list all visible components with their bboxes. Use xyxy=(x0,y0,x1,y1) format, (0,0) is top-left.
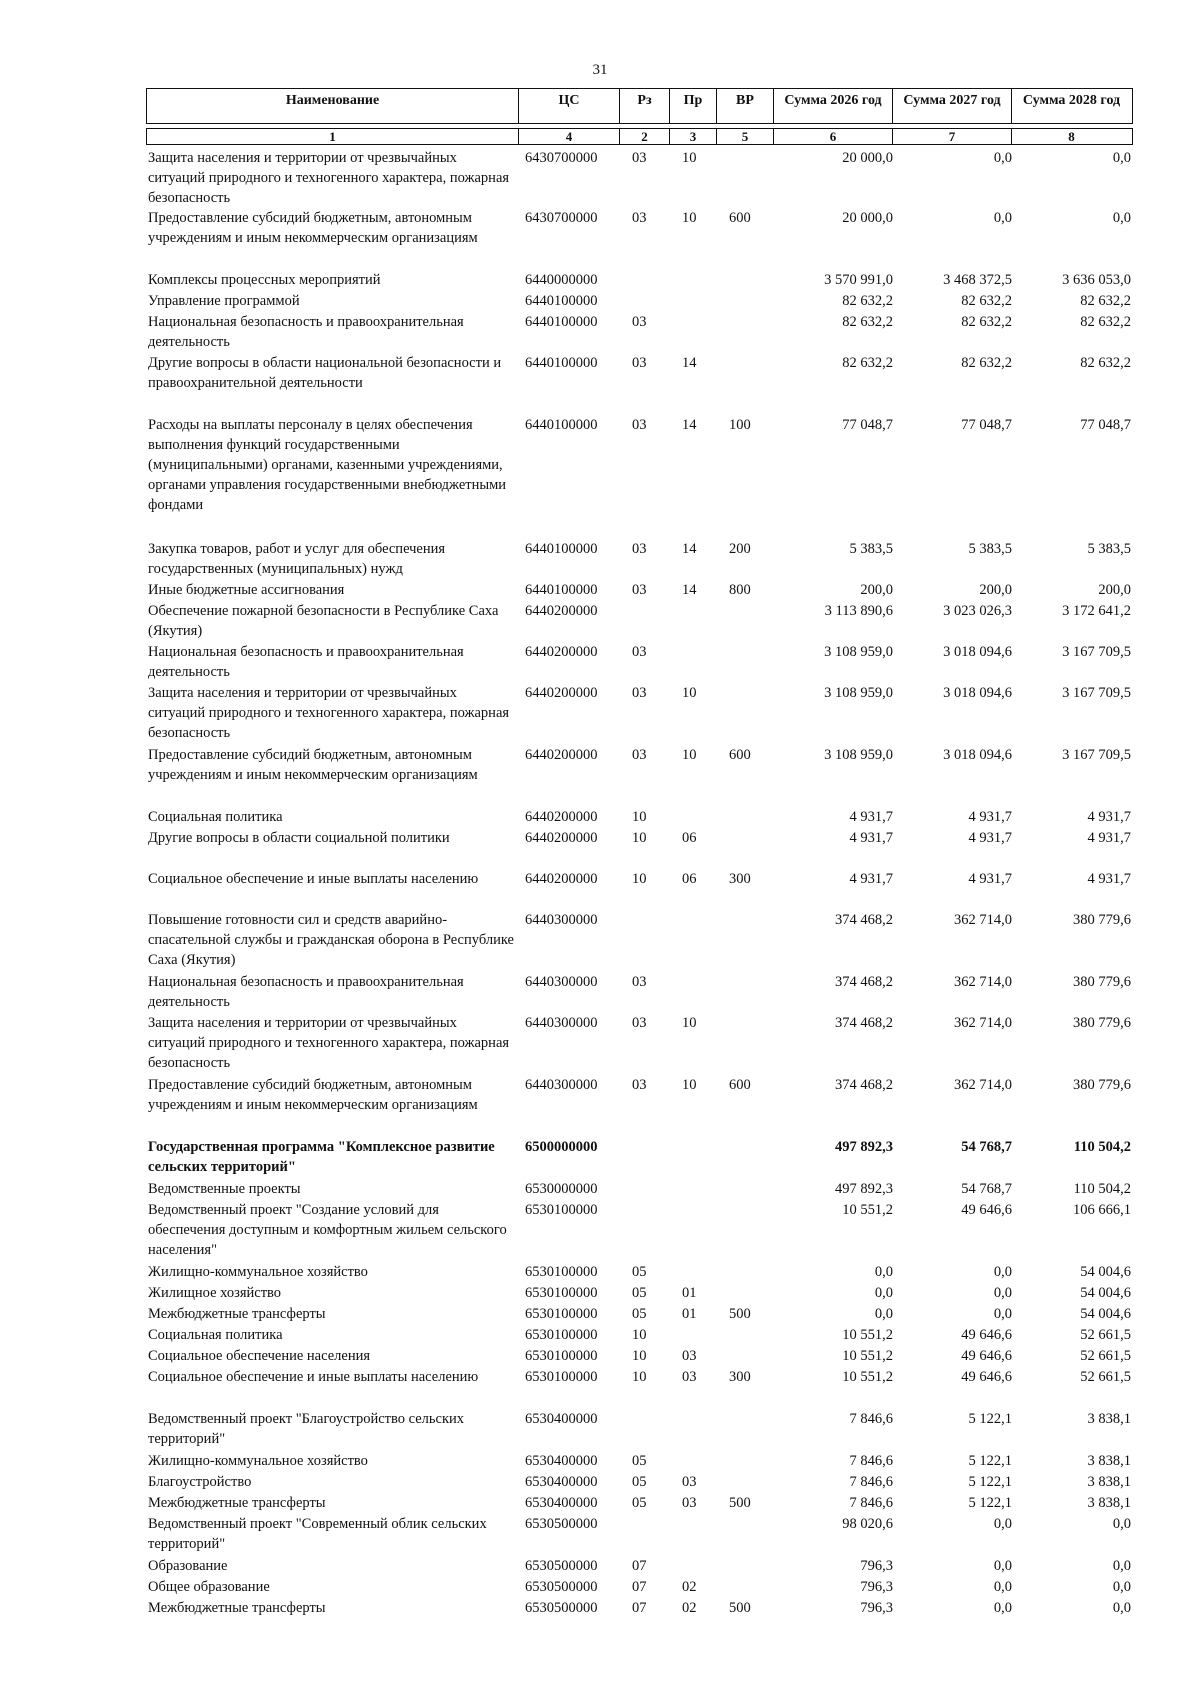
row-cs: 6530100000 xyxy=(525,1369,598,1385)
row-cs: 6440200000 xyxy=(525,871,598,887)
row-sum-2026: 3 108 959,0 xyxy=(824,685,893,701)
row-sum-2026: 4 931,7 xyxy=(849,830,893,846)
row-cs: 6440200000 xyxy=(525,644,598,660)
row-rz: 03 xyxy=(632,541,647,557)
row-name: Ведомственный проект "Благоустройство сельских территорий" xyxy=(148,1411,464,1447)
row-sum-2028: 3 172 641,2 xyxy=(1062,603,1131,619)
row-sum-2026: 3 570 991,0 xyxy=(824,272,893,288)
row-sum-2027: 4 931,7 xyxy=(968,830,1012,846)
header-pr: Пр xyxy=(670,89,717,123)
row-sum-2026: 497 892,3 xyxy=(835,1139,893,1155)
row-rz: 03 xyxy=(632,150,647,166)
row-sum-2028: 3 838,1 xyxy=(1087,1474,1131,1490)
row-name: Межбюджетные трансферты xyxy=(148,1495,326,1511)
row-name: Жилищное хозяйство xyxy=(148,1285,282,1301)
row-vr: 500 xyxy=(729,1495,751,1511)
row-cs: 6530400000 xyxy=(525,1474,598,1490)
row-pr: 06 xyxy=(682,830,697,846)
column-number: 6 xyxy=(774,129,893,144)
row-rz: 10 xyxy=(632,1369,647,1385)
row-sum-2026: 7 846,6 xyxy=(849,1411,893,1427)
row-sum-2027: 362 714,0 xyxy=(954,1077,1012,1093)
row-name: Социальное обеспечение населения xyxy=(148,1348,371,1364)
row-pr: 02 xyxy=(682,1579,697,1595)
row-pr: 03 xyxy=(682,1348,697,1364)
row-cs: 6440200000 xyxy=(525,747,598,763)
row-cs: 6530100000 xyxy=(525,1202,598,1218)
row-sum-2026: 7 846,6 xyxy=(849,1495,893,1511)
row-cs: 6530500000 xyxy=(525,1558,598,1574)
row-sum-2026: 20 000,0 xyxy=(842,210,893,226)
row-vr: 300 xyxy=(729,1369,751,1385)
row-rz: 03 xyxy=(632,314,647,330)
row-sum-2028: 54 004,6 xyxy=(1080,1306,1131,1322)
row-sum-2028: 110 504,2 xyxy=(1073,1139,1131,1155)
row-sum-2026: 3 108 959,0 xyxy=(824,644,893,660)
row-sum-2026: 3 113 890,6 xyxy=(824,603,893,619)
row-sum-2027: 49 646,6 xyxy=(961,1202,1012,1218)
row-pr: 03 xyxy=(682,1369,697,1385)
row-pr: 01 xyxy=(682,1285,697,1301)
row-pr: 14 xyxy=(682,417,697,433)
row-sum-2028: 52 661,5 xyxy=(1080,1327,1131,1343)
row-sum-2028: 3 838,1 xyxy=(1087,1495,1131,1511)
row-sum-2028: 110 504,2 xyxy=(1073,1181,1131,1197)
row-sum-2028: 3 167 709,5 xyxy=(1062,644,1131,660)
row-cs: 6530100000 xyxy=(525,1285,598,1301)
row-sum-2028: 52 661,5 xyxy=(1080,1369,1131,1385)
row-cs: 6440100000 xyxy=(525,541,598,557)
row-name: Социальное обеспечение и иные выплаты населению xyxy=(148,871,479,887)
column-number: 2 xyxy=(620,129,670,144)
row-sum-2027: 3 018 094,6 xyxy=(943,685,1012,701)
row-sum-2027: 82 632,2 xyxy=(961,314,1012,330)
row-sum-2027: 0,0 xyxy=(993,1579,1012,1595)
row-vr: 600 xyxy=(729,210,751,226)
row-sum-2027: 4 931,7 xyxy=(968,809,1012,825)
row-rz: 05 xyxy=(632,1453,647,1469)
header-name: Наименование xyxy=(147,89,519,123)
row-sum-2027: 3 018 094,6 xyxy=(943,644,1012,660)
row-pr: 03 xyxy=(682,1495,697,1511)
row-sum-2028: 3 838,1 xyxy=(1087,1411,1131,1427)
row-sum-2027: 4 931,7 xyxy=(968,871,1012,887)
row-name: Ведомственный проект "Современный облик сельских территорий" xyxy=(148,1516,487,1552)
row-sum-2027: 0,0 xyxy=(993,1285,1012,1301)
column-number: 8 xyxy=(1068,129,1075,144)
row-vr: 500 xyxy=(729,1306,751,1322)
row-rz: 07 xyxy=(632,1579,647,1595)
row-sum-2027: 54 768,7 xyxy=(961,1181,1012,1197)
row-cs: 6430700000 xyxy=(525,210,598,226)
row-sum-2027: 5 383,5 xyxy=(968,541,1012,557)
row-sum-2026: 82 632,2 xyxy=(842,355,893,371)
row-sum-2028: 3 636 053,0 xyxy=(1062,272,1131,288)
row-rz: 05 xyxy=(632,1285,647,1301)
row-name: Предоставление субсидий бюджетным, автономным учреждениям и иным некоммерческим организациям xyxy=(148,1077,478,1113)
row-rz: 03 xyxy=(632,417,647,433)
row-sum-2026: 0,0 xyxy=(874,1306,893,1322)
row-name: Межбюджетные трансферты xyxy=(148,1600,326,1616)
row-vr: 300 xyxy=(729,871,751,887)
row-sum-2026: 0,0 xyxy=(874,1285,893,1301)
header-sum-2028: Сумма 2028 год xyxy=(1022,93,1121,108)
header-cs: ЦС xyxy=(519,89,620,123)
row-sum-2028: 0,0 xyxy=(1112,210,1131,226)
row-sum-2028: 82 632,2 xyxy=(1080,355,1131,371)
row-cs: 6440200000 xyxy=(525,685,598,701)
row-sum-2027: 0,0 xyxy=(993,1516,1012,1532)
row-sum-2027: 3 023 026,3 xyxy=(943,603,1012,619)
row-sum-2028: 0,0 xyxy=(1112,1516,1131,1532)
row-sum-2028: 200,0 xyxy=(1098,582,1131,598)
row-name: Общее образование xyxy=(148,1579,270,1595)
row-sum-2027: 5 122,1 xyxy=(968,1474,1012,1490)
row-cs: 6530100000 xyxy=(525,1264,598,1280)
row-sum-2026: 4 931,7 xyxy=(849,871,893,887)
row-cs: 6440200000 xyxy=(525,830,598,846)
row-sum-2027: 54 768,7 xyxy=(961,1139,1012,1155)
row-sum-2028: 82 632,2 xyxy=(1080,293,1131,309)
row-sum-2027: 82 632,2 xyxy=(961,355,1012,371)
row-pr: 10 xyxy=(682,747,697,763)
row-cs: 6430700000 xyxy=(525,150,598,166)
row-cs: 6530400000 xyxy=(525,1411,598,1427)
row-sum-2027: 82 632,2 xyxy=(961,293,1012,309)
column-number: 1 xyxy=(147,129,519,144)
row-rz: 03 xyxy=(632,1015,647,1031)
row-name: Ведомственные проекты xyxy=(148,1181,301,1197)
row-sum-2027: 5 122,1 xyxy=(968,1453,1012,1469)
row-name: Защита населения и территории от чрезвычайных ситуаций природного и техногенного характера, пожарная безопасность xyxy=(148,150,510,206)
row-sum-2026: 374 468,2 xyxy=(835,1015,893,1031)
row-sum-2026: 82 632,2 xyxy=(842,314,893,330)
row-sum-2026: 10 551,2 xyxy=(842,1348,893,1364)
row-sum-2026: 374 468,2 xyxy=(835,974,893,990)
column-number: 5 xyxy=(717,129,774,144)
row-rz: 10 xyxy=(632,1327,647,1343)
row-name: Жилищно-коммунальное хозяйство xyxy=(148,1264,368,1280)
row-cs: 6530500000 xyxy=(525,1600,598,1616)
row-name: Национальная безопасность и правоохранительная деятельность xyxy=(148,314,464,350)
row-name: Государственная программа "Комплексное развитие сельских территорий" xyxy=(148,1139,495,1175)
row-sum-2028: 3 167 709,5 xyxy=(1062,747,1131,763)
header-sum-2026: Сумма 2026 год xyxy=(774,89,893,123)
row-sum-2028: 380 779,6 xyxy=(1073,912,1131,928)
row-sum-2028: 5 383,5 xyxy=(1087,541,1131,557)
row-sum-2028: 380 779,6 xyxy=(1073,974,1131,990)
row-sum-2028: 3 167 709,5 xyxy=(1062,685,1131,701)
row-cs: 6530100000 xyxy=(525,1348,598,1364)
row-sum-2028: 52 661,5 xyxy=(1080,1348,1131,1364)
row-name: Закупка товаров, работ и услуг для обеспечения государственных (муниципальных) нужд xyxy=(148,541,446,577)
row-sum-2026: 4 931,7 xyxy=(849,809,893,825)
row-rz: 10 xyxy=(632,1348,647,1364)
row-cs: 6440100000 xyxy=(525,582,598,598)
row-sum-2027: 3 468 372,5 xyxy=(943,272,1012,288)
row-vr: 100 xyxy=(729,417,751,433)
row-sum-2026: 200,0 xyxy=(860,582,893,598)
row-pr: 14 xyxy=(682,355,697,371)
row-rz: 03 xyxy=(632,644,647,660)
row-name: Предоставление субсидий бюджетным, автономным учреждениям и иным некоммерческим организациям xyxy=(148,210,478,246)
row-sum-2026: 10 551,2 xyxy=(842,1369,893,1385)
row-sum-2028: 4 931,7 xyxy=(1087,809,1131,825)
row-name: Другие вопросы в области социальной политики xyxy=(148,830,450,846)
row-name: Национальная безопасность и правоохранительная деятельность xyxy=(148,644,464,680)
row-cs: 6440300000 xyxy=(525,974,598,990)
row-cs: 6500000000 xyxy=(525,1139,598,1155)
row-vr: 200 xyxy=(729,541,751,557)
row-sum-2027: 5 122,1 xyxy=(968,1495,1012,1511)
page-number: 31 xyxy=(592,62,608,78)
row-cs: 6440100000 xyxy=(525,417,598,433)
row-cs: 6530400000 xyxy=(525,1453,598,1469)
row-sum-2026: 497 892,3 xyxy=(835,1181,893,1197)
row-pr: 10 xyxy=(682,210,697,226)
row-name: Управление программой xyxy=(148,293,300,309)
row-sum-2028: 0,0 xyxy=(1112,1558,1131,1574)
row-sum-2028: 380 779,6 xyxy=(1073,1015,1131,1031)
row-sum-2026: 82 632,2 xyxy=(842,293,893,309)
row-rz: 03 xyxy=(632,582,647,598)
row-sum-2026: 796,3 xyxy=(860,1558,893,1574)
row-rz: 07 xyxy=(632,1600,647,1616)
row-name: Обеспечение пожарной безопасности в Республике Саха (Якутия) xyxy=(148,603,499,639)
row-cs: 6530100000 xyxy=(525,1306,598,1322)
row-name: Расходы на выплаты персоналу в целях обеспечения выполнения функций государственными (муниципальными) органами, казенными учреждениями, органами управления государственными внебюджетными фондами xyxy=(148,417,507,513)
row-sum-2027: 5 122,1 xyxy=(968,1411,1012,1427)
row-sum-2028: 4 931,7 xyxy=(1087,830,1131,846)
row-name: Социальная политика xyxy=(148,1327,283,1343)
row-sum-2028: 82 632,2 xyxy=(1080,314,1131,330)
row-sum-2027: 3 018 094,6 xyxy=(943,747,1012,763)
row-sum-2026: 10 551,2 xyxy=(842,1202,893,1218)
row-name: Образование xyxy=(148,1558,228,1574)
row-rz: 05 xyxy=(632,1495,647,1511)
row-sum-2027: 0,0 xyxy=(993,210,1012,226)
row-sum-2027: 200,0 xyxy=(979,582,1012,598)
row-cs: 6530500000 xyxy=(525,1579,598,1595)
row-sum-2026: 374 468,2 xyxy=(835,912,893,928)
row-name: Ведомственный проект "Создание условий для обеспечения доступным и комфортным жильем сельского населения" xyxy=(148,1202,507,1258)
header-sum-2027: Сумма 2027 год xyxy=(893,89,1012,123)
header-vr: ВР xyxy=(717,89,774,123)
row-cs: 6530400000 xyxy=(525,1495,598,1511)
row-sum-2027: 0,0 xyxy=(993,1306,1012,1322)
row-cs: 6530000000 xyxy=(525,1181,598,1197)
row-sum-2026: 10 551,2 xyxy=(842,1327,893,1343)
row-pr: 14 xyxy=(682,541,697,557)
row-pr: 01 xyxy=(682,1306,697,1322)
row-vr: 800 xyxy=(729,582,751,598)
row-name: Социальное обеспечение и иные выплаты населению xyxy=(148,1369,479,1385)
row-sum-2027: 49 646,6 xyxy=(961,1348,1012,1364)
row-sum-2026: 7 846,6 xyxy=(849,1453,893,1469)
row-name: Жилищно-коммунальное хозяйство xyxy=(148,1453,368,1469)
row-cs: 6440300000 xyxy=(525,1015,598,1031)
row-sum-2026: 7 846,6 xyxy=(849,1474,893,1490)
row-sum-2028: 380 779,6 xyxy=(1073,1077,1131,1093)
row-rz: 03 xyxy=(632,1077,647,1093)
column-number: 7 xyxy=(893,129,1012,144)
row-rz: 03 xyxy=(632,974,647,990)
row-cs: 6440000000 xyxy=(525,272,598,288)
row-sum-2028: 0,0 xyxy=(1112,1579,1131,1595)
row-cs: 6440200000 xyxy=(525,809,598,825)
row-pr: 03 xyxy=(682,1474,697,1490)
row-sum-2027: 49 646,6 xyxy=(961,1327,1012,1343)
row-rz: 10 xyxy=(632,871,647,887)
row-sum-2027: 0,0 xyxy=(993,1558,1012,1574)
row-rz: 03 xyxy=(632,355,647,371)
row-sum-2026: 796,3 xyxy=(860,1579,893,1595)
row-cs: 6440300000 xyxy=(525,1077,598,1093)
row-sum-2027: 362 714,0 xyxy=(954,974,1012,990)
header-rz: Рз xyxy=(620,89,670,123)
row-sum-2027: 49 646,6 xyxy=(961,1369,1012,1385)
row-vr: 500 xyxy=(729,1600,751,1616)
row-name: Иные бюджетные ассигнования xyxy=(148,582,345,598)
row-name: Защита населения и территории от чрезвычайных ситуаций природного и техногенного характера, пожарная безопасность xyxy=(148,1015,510,1071)
row-name: Комплексы процессных мероприятий xyxy=(148,272,381,288)
row-name: Защита населения и территории от чрезвычайных ситуаций природного и техногенного характера, пожарная безопасность xyxy=(148,685,510,741)
row-sum-2026: 77 048,7 xyxy=(842,417,893,433)
row-cs: 6530500000 xyxy=(525,1516,598,1532)
row-cs: 6440100000 xyxy=(525,355,598,371)
row-sum-2026: 5 383,5 xyxy=(849,541,893,557)
row-sum-2026: 3 108 959,0 xyxy=(824,747,893,763)
row-name: Благоустройство xyxy=(148,1474,252,1490)
row-rz: 03 xyxy=(632,210,647,226)
row-sum-2027: 362 714,0 xyxy=(954,1015,1012,1031)
row-cs: 6440100000 xyxy=(525,314,598,330)
row-pr: 10 xyxy=(682,685,697,701)
column-number: 4 xyxy=(519,129,620,144)
row-sum-2026: 20 000,0 xyxy=(842,150,893,166)
row-cs: 6440200000 xyxy=(525,603,598,619)
row-name: Предоставление субсидий бюджетным, автономным учреждениям и иным некоммерческим организациям xyxy=(148,747,478,783)
row-sum-2028: 0,0 xyxy=(1112,150,1131,166)
row-sum-2027: 362 714,0 xyxy=(954,912,1012,928)
row-sum-2028: 3 838,1 xyxy=(1087,1453,1131,1469)
row-rz: 10 xyxy=(632,830,647,846)
row-pr: 06 xyxy=(682,871,697,887)
row-name: Национальная безопасность и правоохранительная деятельность xyxy=(148,974,464,1010)
row-name: Межбюджетные трансферты xyxy=(148,1306,326,1322)
row-cs: 6530100000 xyxy=(525,1327,598,1343)
row-sum-2026: 98 020,6 xyxy=(842,1516,893,1532)
row-sum-2028: 106 666,1 xyxy=(1073,1202,1131,1218)
row-name: Повышение готовности сил и средств аварийно-спасательной службы и гражданская оборона в Республике Саха (Якутия) xyxy=(148,912,514,968)
row-sum-2026: 796,3 xyxy=(860,1600,893,1616)
row-sum-2026: 374 468,2 xyxy=(835,1077,893,1093)
row-cs: 6440100000 xyxy=(525,293,598,309)
row-rz: 05 xyxy=(632,1264,647,1280)
row-vr: 600 xyxy=(729,747,751,763)
row-rz: 03 xyxy=(632,685,647,701)
row-name: Другие вопросы в области национальной безопасности и правоохранительной деятельности xyxy=(148,355,502,391)
row-sum-2027: 0,0 xyxy=(993,150,1012,166)
column-number: 3 xyxy=(670,129,717,144)
row-rz: 03 xyxy=(632,747,647,763)
row-sum-2028: 54 004,6 xyxy=(1080,1264,1131,1280)
row-pr: 02 xyxy=(682,1600,697,1616)
row-pr: 10 xyxy=(682,1077,697,1093)
row-vr: 600 xyxy=(729,1077,751,1093)
row-pr: 14 xyxy=(682,582,697,598)
row-name: Социальная политика xyxy=(148,809,283,825)
row-rz: 05 xyxy=(632,1474,647,1490)
row-pr: 10 xyxy=(682,1015,697,1031)
row-sum-2027: 0,0 xyxy=(993,1264,1012,1280)
row-pr: 10 xyxy=(682,150,697,166)
row-rz: 07 xyxy=(632,1558,647,1574)
row-sum-2027: 77 048,7 xyxy=(961,417,1012,433)
row-sum-2028: 77 048,7 xyxy=(1080,417,1131,433)
row-rz: 10 xyxy=(632,809,647,825)
row-sum-2028: 54 004,6 xyxy=(1080,1285,1131,1301)
row-sum-2027: 0,0 xyxy=(993,1600,1012,1616)
row-cs: 6440300000 xyxy=(525,912,598,928)
row-sum-2028: 4 931,7 xyxy=(1087,871,1131,887)
row-sum-2026: 0,0 xyxy=(874,1264,893,1280)
row-sum-2028: 0,0 xyxy=(1112,1600,1131,1616)
row-rz: 05 xyxy=(632,1306,647,1322)
